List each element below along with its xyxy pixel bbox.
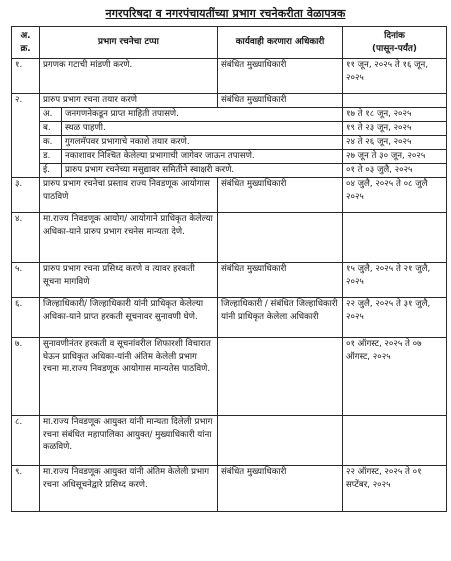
row-date: ०१ ऑगस्ट, २०२५ ते ०७ ऑगस्ट, २०२५ [343,338,447,416]
sub-row-letter: अ. [40,108,62,122]
sub-row-stage: जनगणनेकडून प्राप्त माहिती तपासणे. [62,108,343,122]
row-stage: मा.राज्य निवडणूक आयोग/ आयोगाने प्राधिकृत केलेल्या अधिका-याने प्रारुप प्रभाग रचनेस मान्यता देणे. [40,213,218,263]
sub-row-date: २४ ते २६ जून, २०२५ [343,136,447,150]
row-serial: २. [12,94,40,178]
row-stage: प्रगणक गटाची मांडणी करणे. [40,59,218,94]
row-stage: सुनावणीनंतर हरकती व सूचनांवरील शिफारशी विचारात घेऊन प्राधिकृत अधिका-यांनी अंतिम केलेली प्रभाग रचना मा.राज्य निवडणूक आयोगास मान्यतेस पाठविणे. [40,338,218,416]
header-serial: अ. क्र. [12,27,40,59]
table-row [12,298,447,338]
row-stage: प्रारुप प्रभाग रचना तयार करणे [40,94,218,108]
row-date: १५ जुलै, २०२५ ते २१ जुलै, २०२५ [343,263,447,298]
row-date: २२ ऑगस्ट, २०२५ ते ०१ सप्टेंबर, २०२५ [343,466,447,512]
sub-row-letter: क. [40,136,62,150]
row-officer: संबंधित मुख्याधिकारी [218,263,343,298]
row-officer: जिल्हाधिकारी / संबंधित जिल्हाधिकारी यांनी प्राधिकृत केलेला अधिकारी [218,298,343,338]
row-stage: मा.राज्य निवडणूक आयुक्त यांनी मान्यता दिलेली प्रभाग रचना संबंधित महापालिका आयुक्त/ मुख्याधिकारी यांना कळविणे. [40,416,218,466]
row-serial: ३. [12,178,40,213]
row-serial: ८. [12,416,40,466]
row-officer [218,213,343,263]
sub-row [12,150,447,164]
sub-row-date: १९ ते २३ जून, २०२५ [343,122,447,136]
header-date: दिनांक (पासून-पर्यंत) [343,27,447,59]
row-date: ११ जून, २०२५ ते १६ जून, २०२५ [343,59,447,94]
table-row [12,263,447,298]
sub-row-letter: ड. [40,150,62,164]
sub-row-date: २७ जून ते ३० जून, २०२५ [343,150,447,164]
row-serial: ६. [12,298,40,338]
table-header-row [12,27,447,59]
header-stage: प्रभाग रचनेचा टप्पा [40,27,218,59]
row-officer [218,338,343,416]
sub-row-letter: ब. [40,122,62,136]
sub-row [12,164,447,178]
table-row [12,213,447,263]
sub-row-date: १७ ते १८ जून, २०२५ [343,108,447,122]
row-stage: प्रारुप प्रभाग रचना प्रसिध्द करणे व त्यावर हरकती सूचना मागविणे [40,263,218,298]
document-title: नगरपरिषदा व नगरपंचायतींच्या प्रभाग रचनेकरीता वेळापत्रक [105,7,346,20]
schedule-table [11,26,447,512]
row-serial: ७. [12,338,40,416]
row-serial: ९. [12,466,40,512]
row-serial: १. [12,59,40,94]
row-stage: प्रारुप प्रभाग रचनेचा प्रस्ताव राज्य निवडणूक आयोगास पाठविणे [40,178,218,213]
sub-row-letter: ई. [40,164,62,178]
sub-row-stage: नकाशावर निश्चित केलेल्या प्रभागाची जागेवर जाऊन तपासणे. [62,150,343,164]
table-row [12,338,447,416]
sub-row [12,136,447,150]
row-officer: संबंधित मुख्याधिकारी [218,59,343,94]
row-stage: जिल्हाधिकारी/ जिल्हाधिकारी यांनी प्राधिकृत केलेल्या अधिका-याने प्राप्त हरकती सूचनावर सुनावणी घेणे. [40,298,218,338]
row-date: ०४ जुलै, २०२५ ते ०८ जुलै २०२५ [343,178,447,213]
table-row [12,59,447,94]
sub-row [12,108,447,122]
table-row [12,178,447,213]
row-date: २२ जुलै, २०२५ ते ३१ जुलै, २०२५ [343,298,447,338]
row-officer: संबंधित मुख्याधिकारी [218,94,343,108]
row-stage: मा.राज्य निवडणूक आयुक्त यांनी अंतिम केलेली प्रभाग रचना अधिसूचनेद्वारे प्रसिध्द करणे. [40,466,218,512]
row-date [343,416,447,466]
row-date [343,213,447,263]
row-officer: संबंधित मुख्याधिकारी [218,466,343,512]
sub-row [12,122,447,136]
table-row [12,416,447,466]
sub-row-stage: प्रारुप प्रभाग रचनेच्या मसुद्यावर समितीने स्वाक्षरी करणे. [62,164,343,178]
header-officer: कार्यवाही करणारा अधिकारी [218,27,343,59]
row-date [343,94,447,108]
sub-row-stage: गुगलमॅपवर प्रभागाचे नकाशे तयार करणे. [62,136,343,150]
row-officer [218,416,343,466]
sub-row-date: ०१ ते ०३ जुलै, २०२५ [343,164,447,178]
row-serial: ४. [12,213,40,263]
row-serial: ५. [12,263,40,298]
table-row [12,94,447,108]
sub-row-stage: स्थळ पाहणी. [62,122,343,136]
table-row [12,466,447,512]
row-officer: संबंधित मुख्याधिकारी [218,178,343,213]
